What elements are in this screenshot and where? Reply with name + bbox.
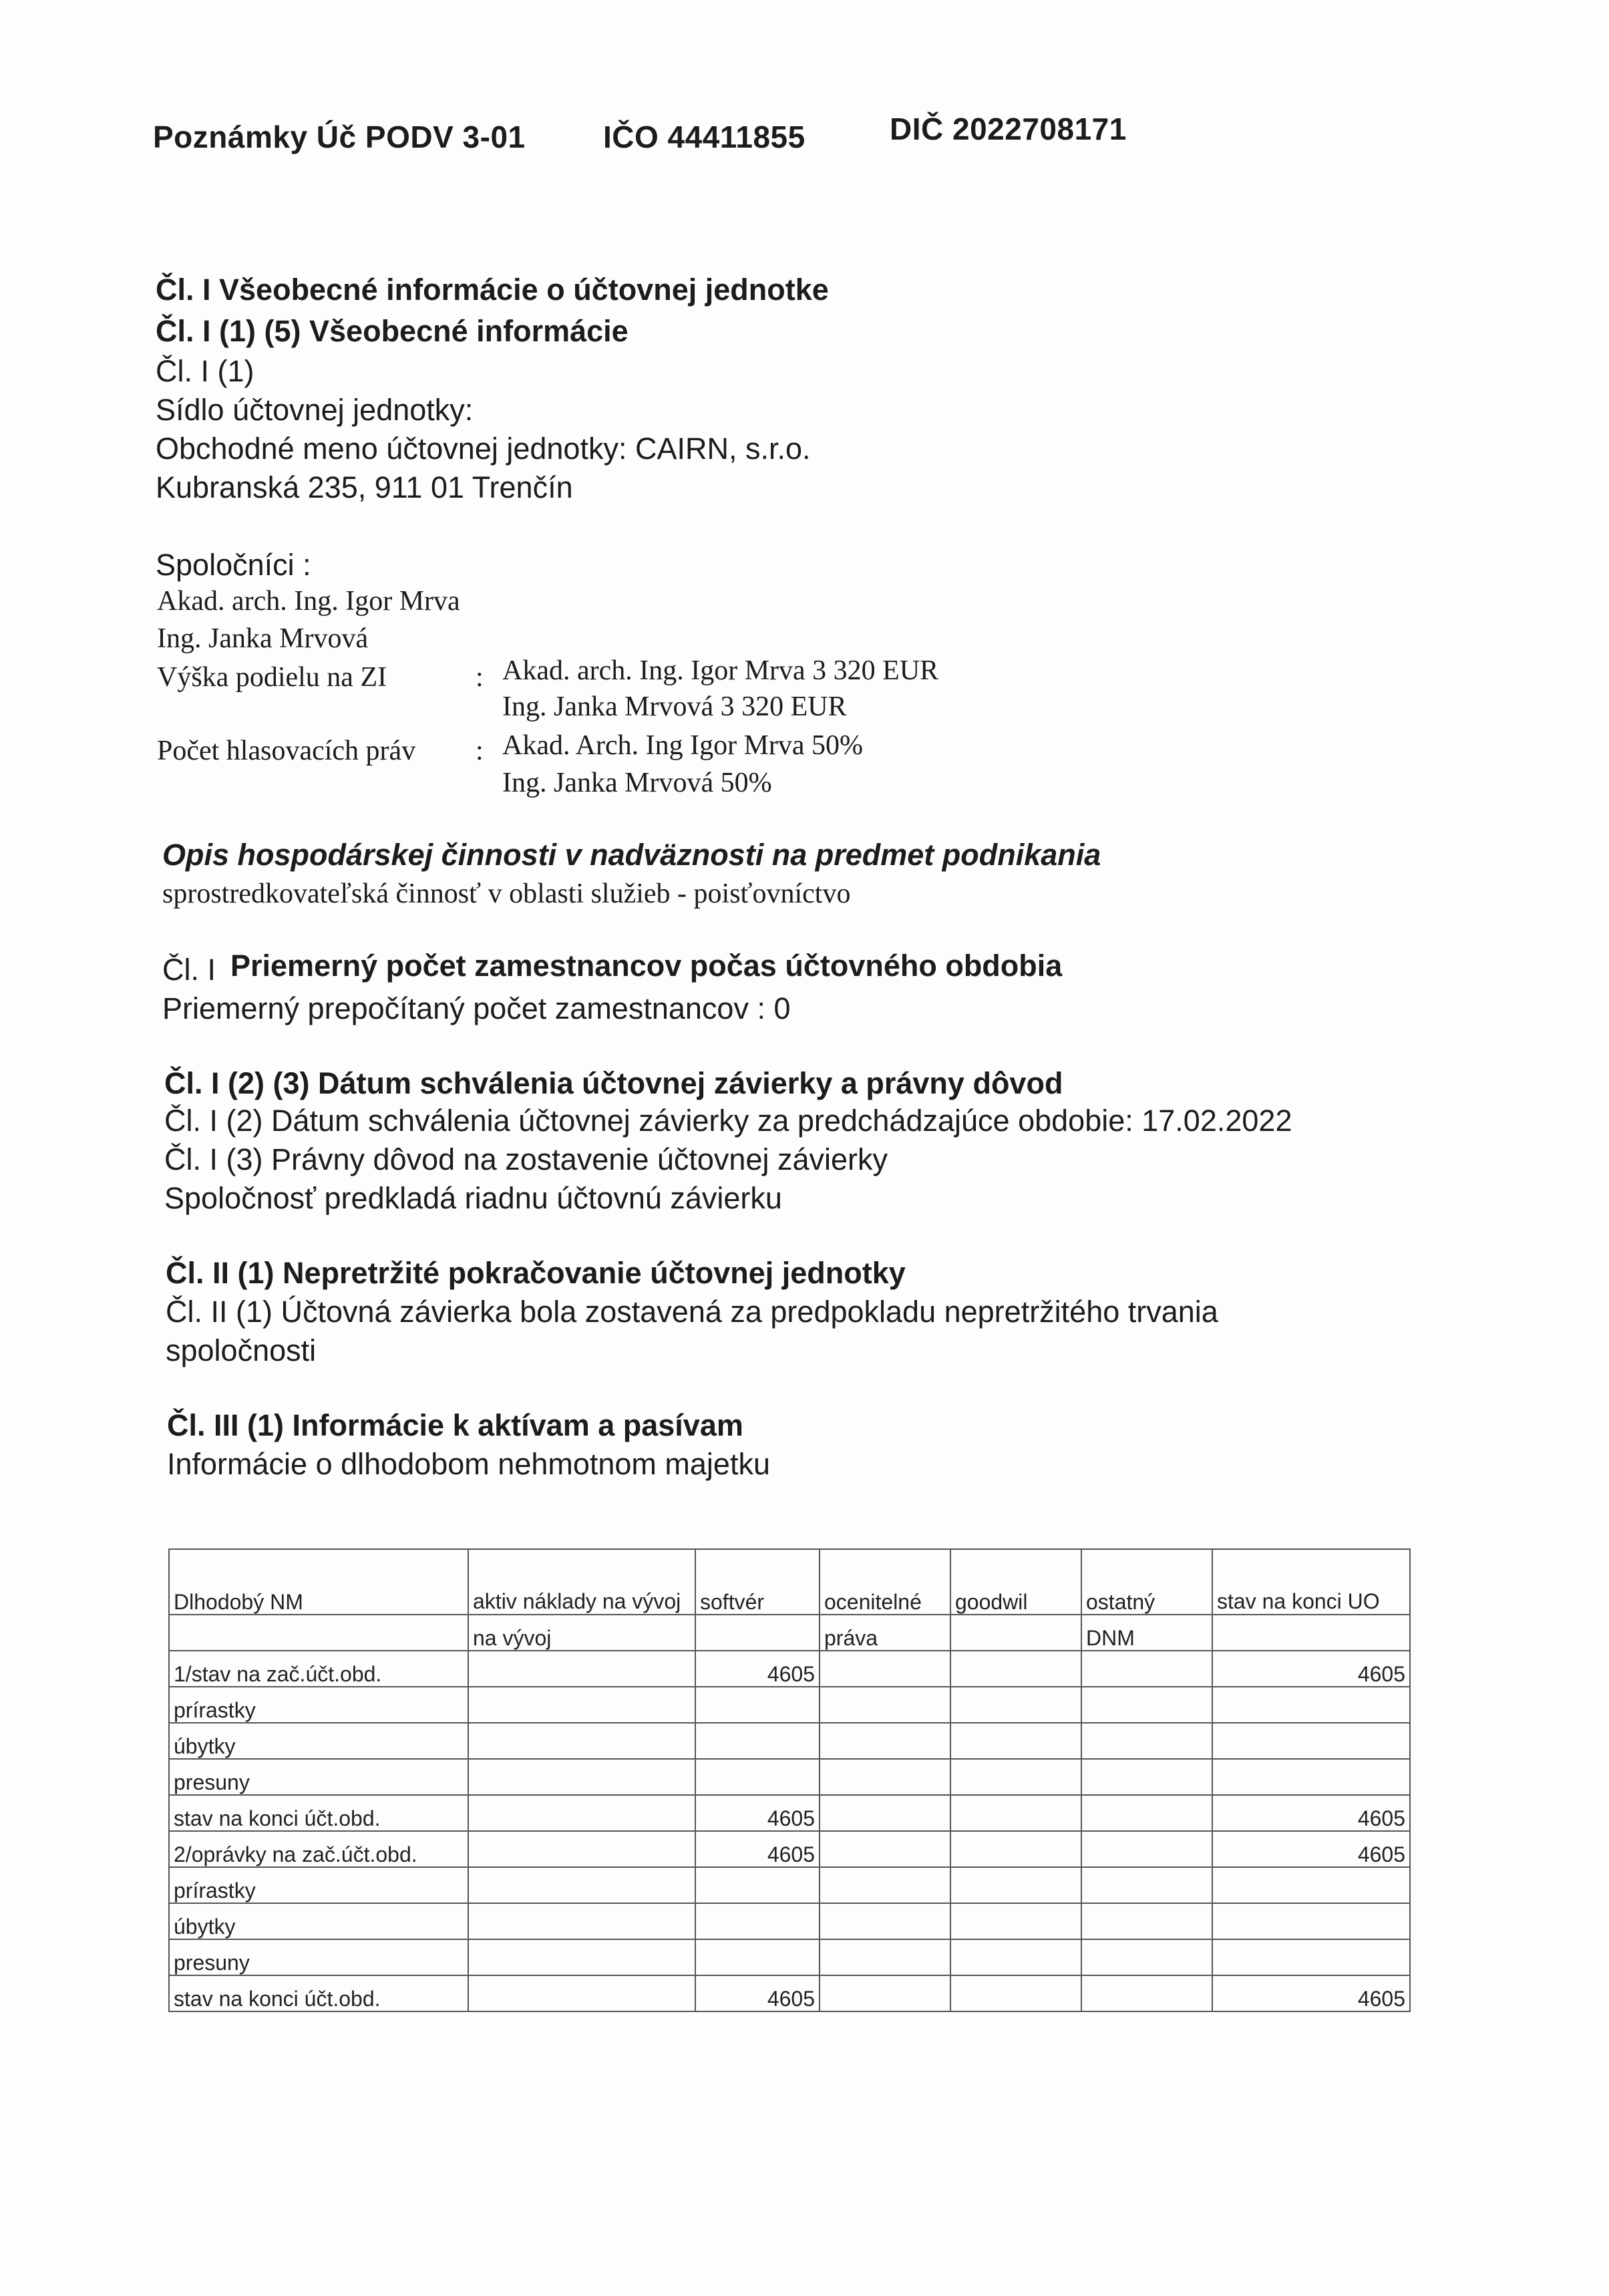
votes-value: Ing. Janka Mrvová 50% (502, 768, 772, 798)
seat-label: Sídlo účtovnej jednotky: (156, 393, 474, 427)
row-label: úbytky (169, 1903, 468, 1939)
total-value (1212, 1939, 1410, 1975)
column-subheader: na vývoj (468, 1615, 695, 1651)
employees-heading: Priemerný počet zamestnancov počas účtovného obdobia (230, 949, 1063, 983)
section-1-subheading: Čl. I (1) (5) Všeobecné informácie (156, 314, 629, 348)
total-value: 4605 (1212, 1975, 1410, 2011)
softver-value (695, 1867, 820, 1903)
share-value: Ing. Janka Mrvová 3 320 EUR (502, 691, 847, 722)
employees-text: Priemerný prepočítaný počet zamestnancov : 0 (162, 991, 791, 1025)
row-label: 1/stav na zač.účt.obd. (169, 1651, 468, 1687)
share-label: Výška podielu na ZI (157, 662, 387, 693)
partner-name: Ing. Janka Mrvová (157, 623, 369, 654)
table-row (169, 1759, 1410, 1795)
votes-label: Počet hlasovacích práv (157, 735, 416, 766)
column-header: ocenitelné (820, 1549, 950, 1615)
document-title: Poznámky Úč PODV 3-01 (153, 120, 526, 154)
total-value (1212, 1759, 1410, 1795)
softver-value: 4605 (695, 1651, 820, 1687)
column-subheader (950, 1615, 1081, 1651)
column-header: Dlhodobý NM (169, 1549, 468, 1615)
table-row (169, 1723, 1410, 1759)
assets-heading: Čl. III (1) Informácie k aktívam a pasívam (167, 1408, 743, 1442)
total-value: 4605 (1212, 1795, 1410, 1831)
softver-value: 4605 (695, 1975, 820, 2011)
employees-heading-prefix: Čl. I (162, 953, 216, 987)
going-concern-line: spoločnosti (166, 1333, 317, 1367)
column-header: goodwil (950, 1549, 1081, 1615)
dic-number: DIČ 2022708171 (890, 112, 1127, 146)
column-header: stav na konci UO (1212, 1549, 1410, 1615)
column-subheader (169, 1615, 468, 1651)
row-label: úbytky (169, 1723, 468, 1759)
column-header: ostatný (1081, 1549, 1212, 1615)
row-label: stav na konci účt.obd. (169, 1795, 468, 1831)
total-value (1212, 1903, 1410, 1939)
softver-value (695, 1723, 820, 1759)
section-1-heading: Čl. I Všeobecné informácie o účtovnej jednotke (156, 273, 829, 307)
table-row (169, 1975, 1410, 2011)
partners-label: Spoločníci : (156, 548, 311, 582)
softver-value (695, 1939, 820, 1975)
total-value (1212, 1687, 1410, 1723)
assets-subheading: Informácie o dlhodobom nehmotnom majetku (167, 1447, 770, 1481)
row-label: stav na konci účt.obd. (169, 1975, 468, 2011)
column-header: aktiv náklady na vývoj (468, 1549, 695, 1615)
colon: : (476, 662, 484, 693)
column-subheader: práva (820, 1615, 950, 1651)
votes-value: Akad. Arch. Ing Igor Mrva 50% (502, 730, 864, 761)
total-value (1212, 1723, 1410, 1759)
row-label: presuny (169, 1759, 468, 1795)
total-value: 4605 (1212, 1651, 1410, 1687)
table-row (169, 1651, 1410, 1687)
column-subheader (695, 1615, 820, 1651)
table-row (169, 1831, 1410, 1867)
going-concern-line: Čl. II (1) Účtovná závierka bola zostavená za predpokladu nepretržitého trvania (166, 1295, 1218, 1329)
column-header: softvér (695, 1549, 820, 1615)
table-header-row (169, 1615, 1410, 1651)
colon: : (476, 735, 484, 766)
company-name-line: Obchodné meno účtovnej jednotky: CAIRN, s.r.o. (156, 432, 811, 466)
approval-line: Čl. I (2) Dátum schválenia účtovnej závierky za predchádzajúce obdobie: 17.02.2022 (164, 1104, 1292, 1138)
table-row (169, 1903, 1410, 1939)
column-subheader (1212, 1615, 1410, 1651)
total-value (1212, 1867, 1410, 1903)
approval-heading: Čl. I (2) (3) Dátum schválenia účtovnej závierky a právny dôvod (164, 1066, 1063, 1100)
column-subheader: DNM (1081, 1615, 1212, 1651)
partner-name: Akad. arch. Ing. Igor Mrva (157, 586, 460, 617)
approval-line: Spoločnosť predkladá riadnu účtovnú závierku (164, 1181, 782, 1215)
section-1-ref: Čl. I (1) (156, 354, 254, 388)
table-header-row (169, 1549, 1410, 1615)
softver-value (695, 1903, 820, 1939)
table-row (169, 1795, 1410, 1831)
activity-heading: Opis hospodárskej činnosti v nadväznosti na predmet podnikania (162, 838, 1101, 872)
softver-value (695, 1687, 820, 1723)
going-concern-heading: Čl. II (1) Nepretržité pokračovanie účtovnej jednotky (166, 1256, 906, 1290)
softver-value: 4605 (695, 1795, 820, 1831)
activity-text: sprostredkovateľská činnosť v oblasti služieb - poisťovníctvo (162, 878, 851, 909)
approval-line: Čl. I (3) Právny dôvod na zostavenie účtovnej závierky (164, 1142, 888, 1176)
row-label: prírastky (169, 1687, 468, 1723)
table-row (169, 1939, 1410, 1975)
table-row (169, 1867, 1410, 1903)
ico-number: IČO 44411855 (603, 120, 806, 154)
total-value: 4605 (1212, 1831, 1410, 1867)
row-label: prírastky (169, 1867, 468, 1903)
company-address: Kubranská 235, 911 01 Trenčín (156, 470, 573, 504)
table-row (169, 1687, 1410, 1723)
row-label: presuny (169, 1939, 468, 1975)
softver-value: 4605 (695, 1831, 820, 1867)
row-label: 2/oprávky na zač.účt.obd. (169, 1831, 468, 1867)
intangible-assets-table (168, 1548, 1411, 2012)
softver-value (695, 1759, 820, 1795)
share-value: Akad. arch. Ing. Igor Mrva 3 320 EUR (502, 655, 939, 686)
